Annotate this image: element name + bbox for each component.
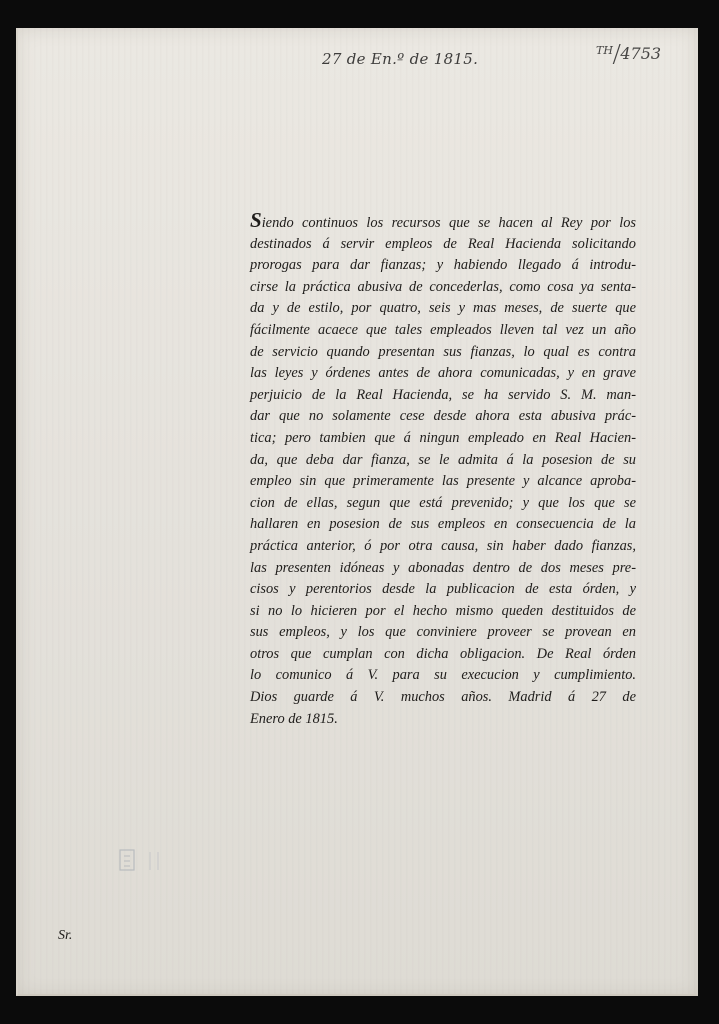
text-line: cion de ellas, segun que está prevenido; y que los que se (250, 494, 636, 511)
text-line: hallaren en posesion de sus empleos en consecuencia de la (250, 516, 636, 533)
text-line: cirse la práctica abusiva de concederlas, como cosa ya senta- (250, 278, 636, 295)
text-line: sus empleos, y los que conviniere proveer se provean en (250, 624, 636, 641)
text-line: fácilmente acaece que tales empleados lleven tal vez un año (250, 321, 636, 338)
text-line: empleo sin que primeramente las presente y alcance aproba- (250, 473, 636, 490)
text-line-content: iendo continuos los recursos que se hacen al Rey por los (261, 215, 636, 231)
text-line: las presenten idóneas y abonadas dentro de dos meses pre- (250, 559, 636, 576)
text-line: otros que cumplan con dicha obligacion. De Real órden (250, 645, 636, 662)
text-line: tica; pero tambien que á ningun empleado en Real Hacien- (250, 429, 636, 446)
text-line: da y de estilo, por quatro, seis y mas meses, de suerte que (250, 300, 636, 317)
text-line: prorogas para dar fianzas; y habiendo llegado á introdu- (250, 257, 636, 274)
text-line: Dios guarde á V. muchos años. Madrid á 27 de (250, 689, 636, 706)
text-line: si no lo hicieren por el hecho mismo queden destituidos de (250, 602, 636, 619)
catalog-prefix: TH (596, 44, 613, 57)
text-line: lo comunico á V. para su execucion y cumplimiento. (250, 667, 636, 684)
catalog-slash: / (613, 39, 620, 68)
text-line: de servicio quando presentan sus fianzas, lo qual es contra (250, 343, 636, 360)
text-line: perjuicio de la Real Hacienda, se ha servido S. M. man- (250, 386, 636, 403)
drop-cap: S (250, 208, 262, 232)
text-line: cisos y perentorios desde la publicacion de esta órden, y (250, 581, 636, 598)
text-line: las leyes y órdenes antes de ahora comunicadas, y en grave (250, 365, 636, 382)
handwritten-date-annotation: 27 de En.º de 1815. (322, 50, 479, 68)
catalog-number: 4753 (620, 44, 662, 63)
text-line: Enero de 1815. (250, 710, 338, 727)
text-line: dar que no solamente cese desde ahora esta abusiva prác- (250, 408, 636, 425)
text-line: práctica anterior, ó por otra causa, sin haber dado fianzas, (250, 537, 636, 554)
text-line (250, 208, 636, 234)
text-line: da, que deba dar fianza, se le admita á la posesion de su (250, 451, 636, 468)
addressee-abbreviation: Sr. (58, 928, 73, 943)
text-line: destinados á servir empleos de Real Hacienda solicitando (250, 235, 636, 252)
handwritten-catalog-number (596, 39, 692, 68)
faded-stamp-mark (114, 844, 168, 878)
royal-order-text (250, 208, 636, 730)
